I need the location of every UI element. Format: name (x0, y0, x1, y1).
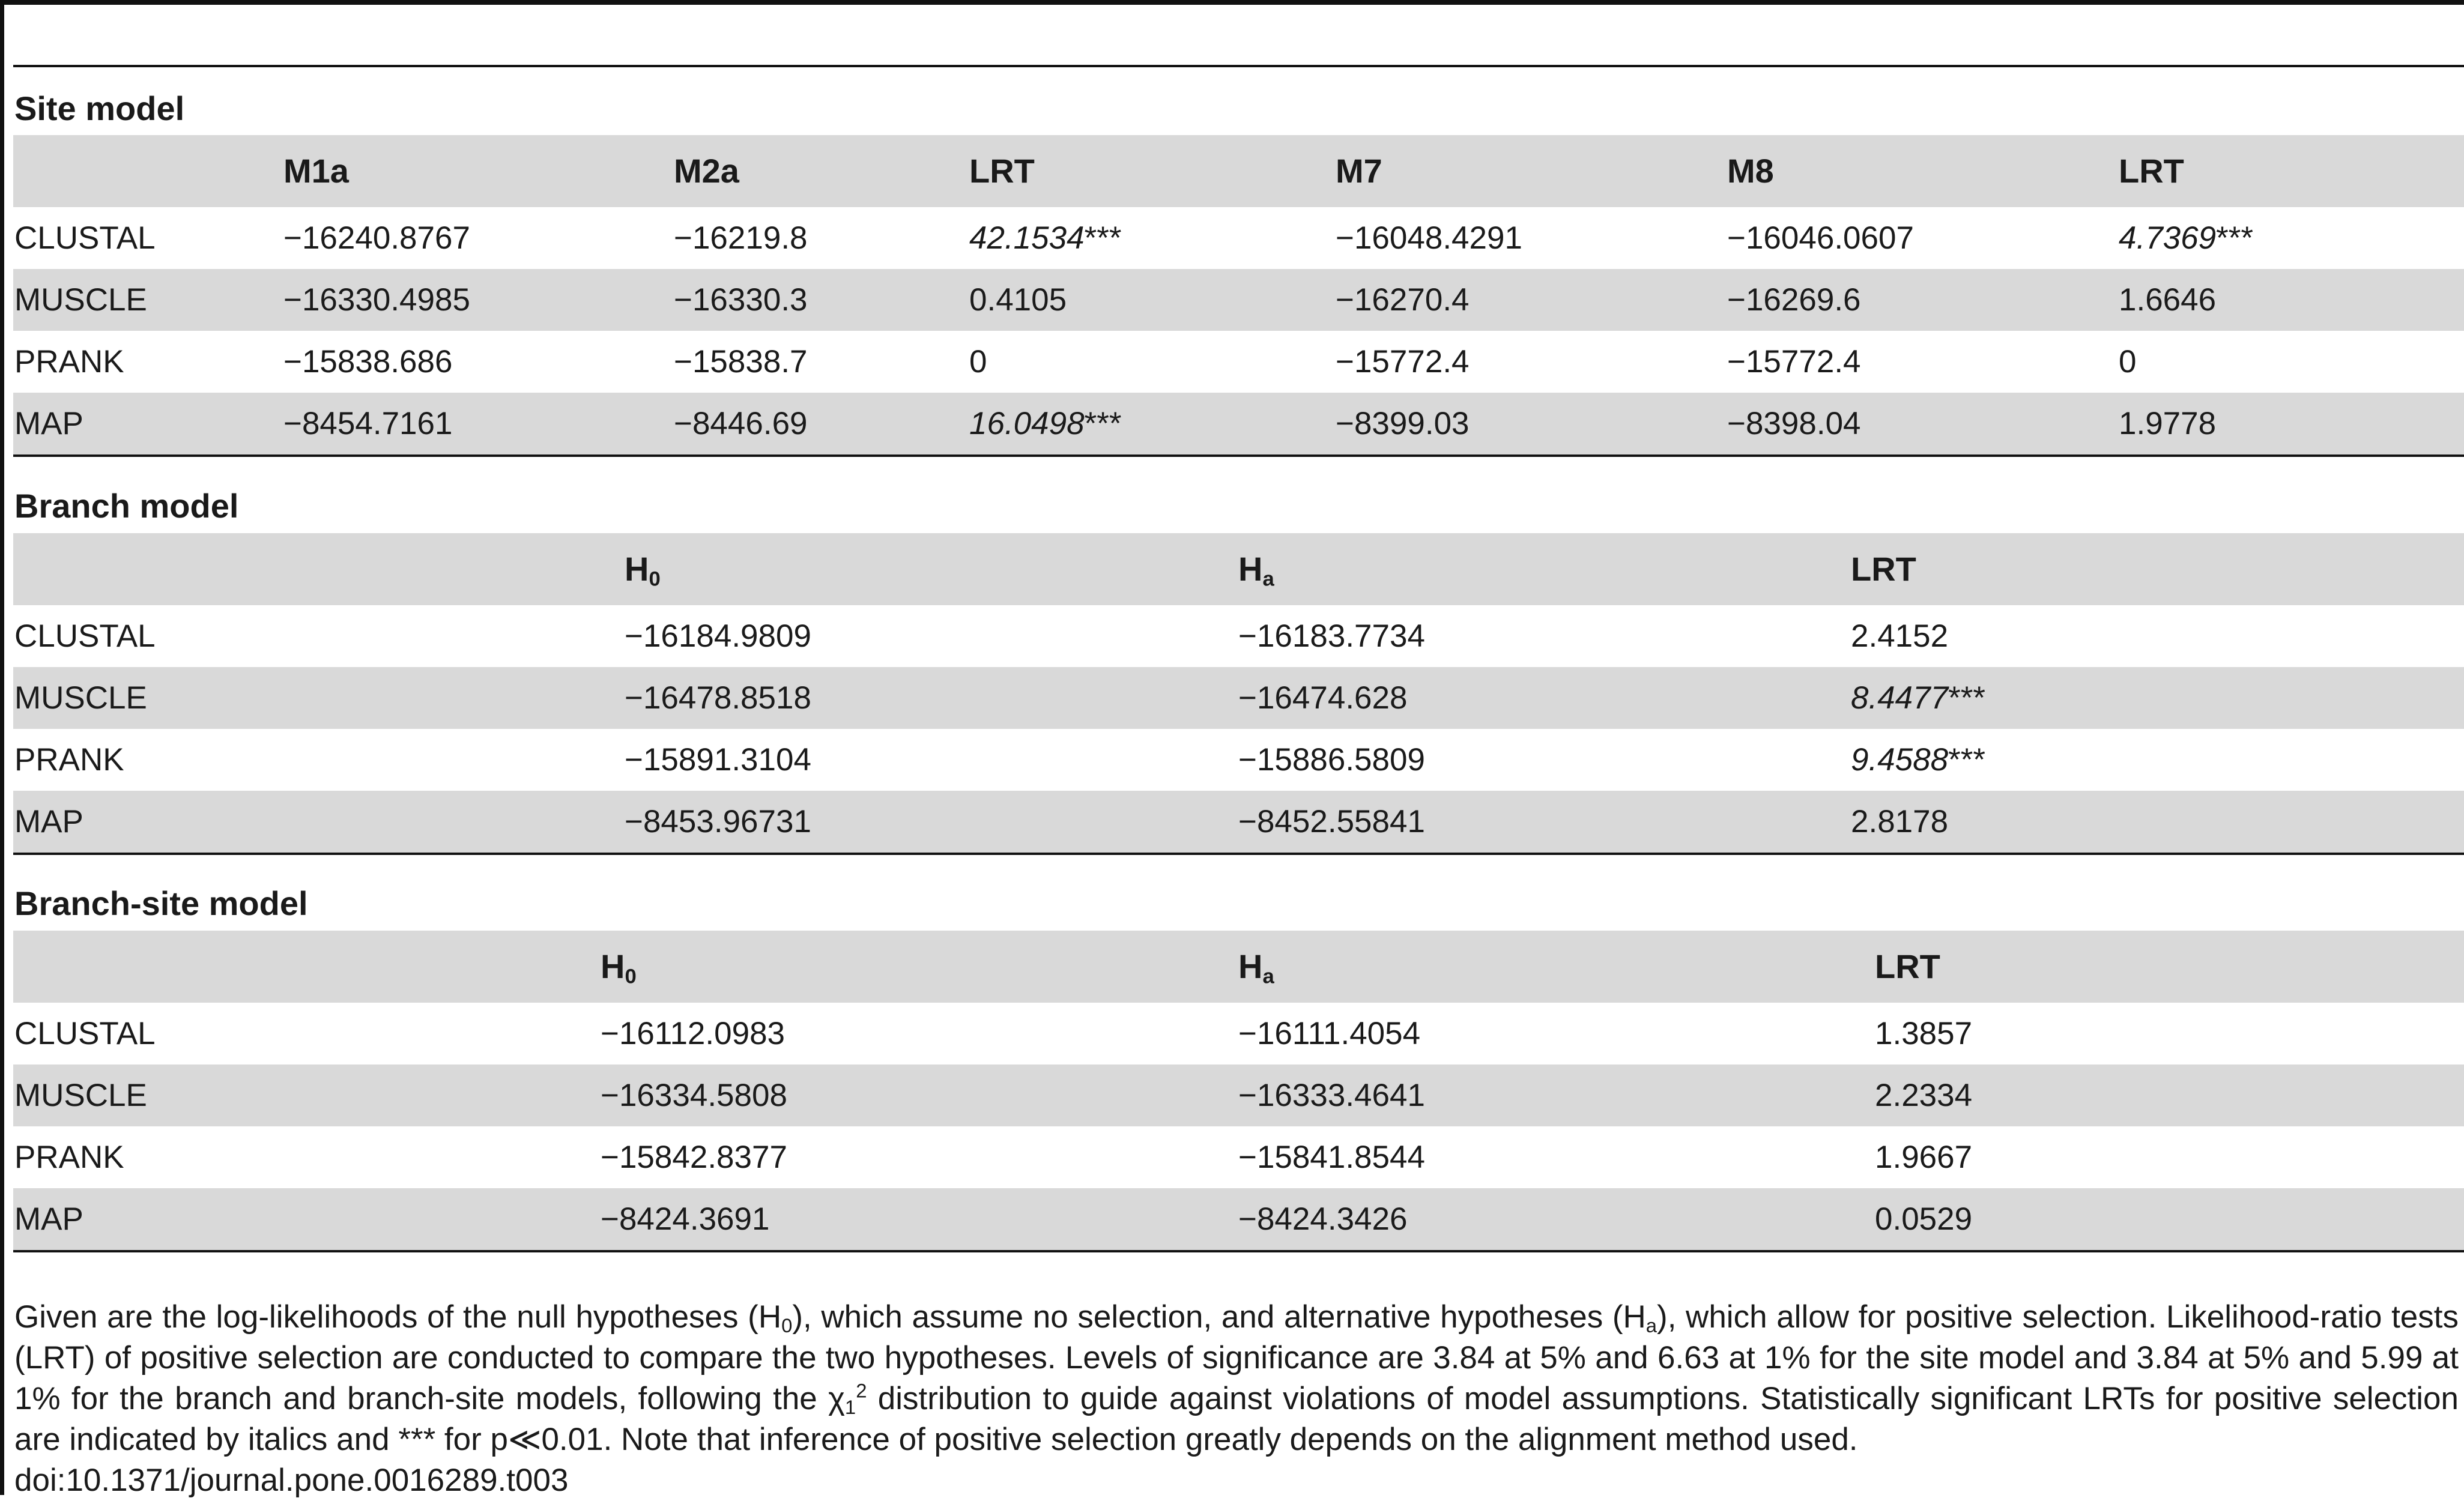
ha-value: −15886.5809 (1238, 742, 1425, 778)
row-label: MUSCLE (14, 282, 147, 318)
lrt-number: 0.4105 (969, 282, 1067, 318)
significance-mark: *** (2216, 220, 2253, 256)
ha-value: −8424.3426 (1238, 1201, 1408, 1237)
row-label: MAP (14, 804, 83, 839)
row-label: CLUSTAL (14, 1016, 156, 1051)
lrt-value (969, 207, 1121, 269)
footnote-sup-3: 2 (856, 1379, 867, 1402)
header-h0-sub: 0 (625, 965, 637, 988)
h0-value: −8453.96731 (625, 804, 811, 839)
lrt-number: 16.0498 (969, 406, 1085, 441)
header-m1a: M1a (283, 152, 349, 190)
table-row (13, 1126, 2464, 1188)
table-row (13, 331, 2464, 393)
significance-mark: *** (1948, 742, 1985, 778)
table-row (13, 729, 2464, 791)
table-row (13, 393, 2464, 455)
row-label: PRANK (14, 1140, 124, 1175)
left-rule (0, 0, 4, 1495)
row-label: MAP (14, 1201, 83, 1237)
ha-value: −8452.55841 (1238, 804, 1425, 839)
footnote-part-4: distribution to guide against violations of model assumptions. Statistically significant LRTs for positive selection are indicated by italics and *** for p≪0.01. Note that inference of positive selection greatly depends on the alignment method used. (14, 1381, 2459, 1457)
lrt-number: 2.8178 (1851, 804, 1949, 839)
branch-site-model-header-row (13, 931, 2464, 1003)
m2a-value: −8446.69 (674, 406, 808, 441)
h0-value: −16478.8518 (625, 680, 811, 716)
ha-value: −16183.7734 (1238, 618, 1425, 654)
lrt-value (969, 393, 1121, 455)
site-model-bottom-rule (13, 455, 2464, 457)
branch-model-header-row (13, 533, 2464, 605)
header-h0-sub: 0 (649, 567, 661, 591)
branch-model-bottom-rule (13, 853, 2464, 855)
row-label: MUSCLE (14, 680, 147, 716)
branch-site-model-bottom-rule (13, 1250, 2464, 1252)
m8-value: −16269.6 (1727, 282, 1861, 318)
m2a-value: −15838.7 (674, 344, 808, 379)
lrt-value (2119, 207, 2253, 269)
top-rule (0, 0, 2464, 5)
site-model-header-row (13, 135, 2464, 207)
m2a-value: −16219.8 (674, 220, 808, 256)
ha-value: −16111.4054 (1238, 1016, 1421, 1051)
lrt-value (2119, 269, 2216, 331)
lrt-value (1851, 605, 1948, 667)
lrt-number: 1.9778 (2119, 406, 2217, 441)
lrt-value (2119, 331, 2136, 393)
m8-value: −16046.0607 (1727, 220, 1914, 256)
footnote-part-3: ), which allow for positive selection. Likelihood-ratio tests (LRT) of positive selection are conducted to compare the two hypotheses. Levels of significance are 3.84 at 5% and 6.63 at 1% for the site model and 3.84 at 5% and 5.99 at 1% for the branch and branch-site models, following the χ (14, 1299, 2459, 1416)
table-row (13, 1188, 2464, 1250)
m1a-value: −16240.8767 (283, 220, 470, 256)
header-ha-main: H (1238, 550, 1263, 588)
table-row (13, 207, 2464, 269)
lrt-number: 4.7369 (2119, 220, 2217, 256)
table-row (13, 1065, 2464, 1126)
row-label: PRANK (14, 344, 124, 379)
lrt-value (2119, 393, 2216, 455)
h0-value: −16112.0983 (601, 1016, 786, 1051)
lrt-number: 9.4588 (1851, 742, 1949, 778)
header-ha (1238, 931, 1274, 1003)
header-ha-main: H (1238, 947, 1263, 985)
ha-value: −15841.8544 (1238, 1140, 1425, 1175)
header-m2a: M2a (674, 152, 739, 190)
doi-link[interactable]: doi:10.1371/journal.pone.0016289.t003 (14, 1463, 569, 1498)
row-label: CLUSTAL (14, 618, 156, 654)
header-lrt-2: LRT (2119, 152, 2184, 190)
table-row (13, 667, 2464, 729)
h0-value: −16334.5808 (601, 1078, 787, 1113)
table-row (13, 791, 2464, 853)
m7-value: −16048.4291 (1336, 220, 1522, 256)
table-row (13, 1003, 2464, 1065)
table-top-divider (13, 65, 2464, 67)
branch-site-model-title: Branch-site model (14, 884, 308, 922)
m7-value: −15772.4 (1336, 344, 1470, 379)
header-h0-main: H (625, 550, 649, 588)
header-h0 (601, 931, 637, 1003)
significance-mark: *** (1084, 406, 1122, 441)
header-h0 (625, 533, 661, 605)
m8-value: −8398.04 (1727, 406, 1861, 441)
lrt-value (1851, 791, 1948, 853)
header-lrt: LRT (1875, 947, 1940, 985)
lrt-value (969, 331, 987, 393)
lrt-value: 1.3857 (1875, 1016, 1973, 1051)
lrt-number: 0 (2119, 344, 2137, 379)
footnote-part-1: Given are the log-likelihoods of the null hypotheses (H (14, 1299, 782, 1335)
header-lrt: LRT (1851, 550, 1916, 588)
lrt-number: 1.6646 (2119, 282, 2217, 318)
significance-mark: *** (1084, 220, 1122, 256)
m7-value: −8399.03 (1336, 406, 1470, 441)
ha-value: −16333.4641 (1238, 1078, 1425, 1113)
row-label: MUSCLE (14, 1078, 147, 1113)
h0-value: −15891.3104 (625, 742, 811, 778)
footnote-sub-3: 1 (844, 1396, 856, 1419)
row-label: CLUSTAL (14, 220, 156, 256)
footnote-part-2: ), which assume no selection, and alternative hypotheses (H (792, 1299, 1646, 1335)
m1a-value: −8454.7161 (283, 406, 453, 441)
lrt-number: 0 (969, 344, 987, 379)
header-ha-sub: a (1262, 965, 1274, 988)
m1a-value: −15838.686 (283, 344, 453, 379)
row-label: PRANK (14, 742, 124, 778)
header-ha-sub: a (1262, 567, 1274, 591)
header-lrt-1: LRT (969, 152, 1035, 190)
lrt-number: 42.1534 (969, 220, 1085, 256)
m7-value: −16270.4 (1336, 282, 1470, 318)
lrt-number: 2.4152 (1851, 618, 1949, 654)
m2a-value: −16330.3 (674, 282, 808, 318)
branch-model-title: Branch model (14, 487, 239, 525)
lrt-value: 0.0529 (1875, 1201, 1973, 1237)
ha-value: −16474.628 (1238, 680, 1408, 716)
m8-value: −15772.4 (1727, 344, 1861, 379)
lrt-value: 2.2334 (1875, 1078, 1973, 1113)
table-row (13, 269, 2464, 331)
header-ha (1238, 533, 1274, 605)
lrt-value (969, 269, 1067, 331)
lrt-number: 8.4477 (1851, 680, 1949, 716)
site-model-title: Site model (14, 89, 185, 127)
h0-value: −15842.8377 (601, 1140, 787, 1175)
table-row (13, 605, 2464, 667)
lrt-value: 1.9667 (1875, 1140, 1973, 1175)
m1a-value: −16330.4985 (283, 282, 470, 318)
header-h0-main: H (601, 947, 625, 985)
header-m7: M7 (1336, 152, 1382, 190)
h0-value: −16184.9809 (625, 618, 811, 654)
significance-mark: *** (1948, 680, 1985, 716)
table-footnote (14, 1297, 2459, 1460)
h0-value: −8424.3691 (601, 1201, 770, 1237)
header-m8: M8 (1727, 152, 1774, 190)
lrt-value (1851, 729, 1985, 791)
footnote-sub-2: a (1645, 1314, 1657, 1337)
lrt-value (1851, 667, 1985, 729)
footnote-sub-1: 0 (781, 1314, 793, 1337)
row-label: MAP (14, 406, 83, 441)
